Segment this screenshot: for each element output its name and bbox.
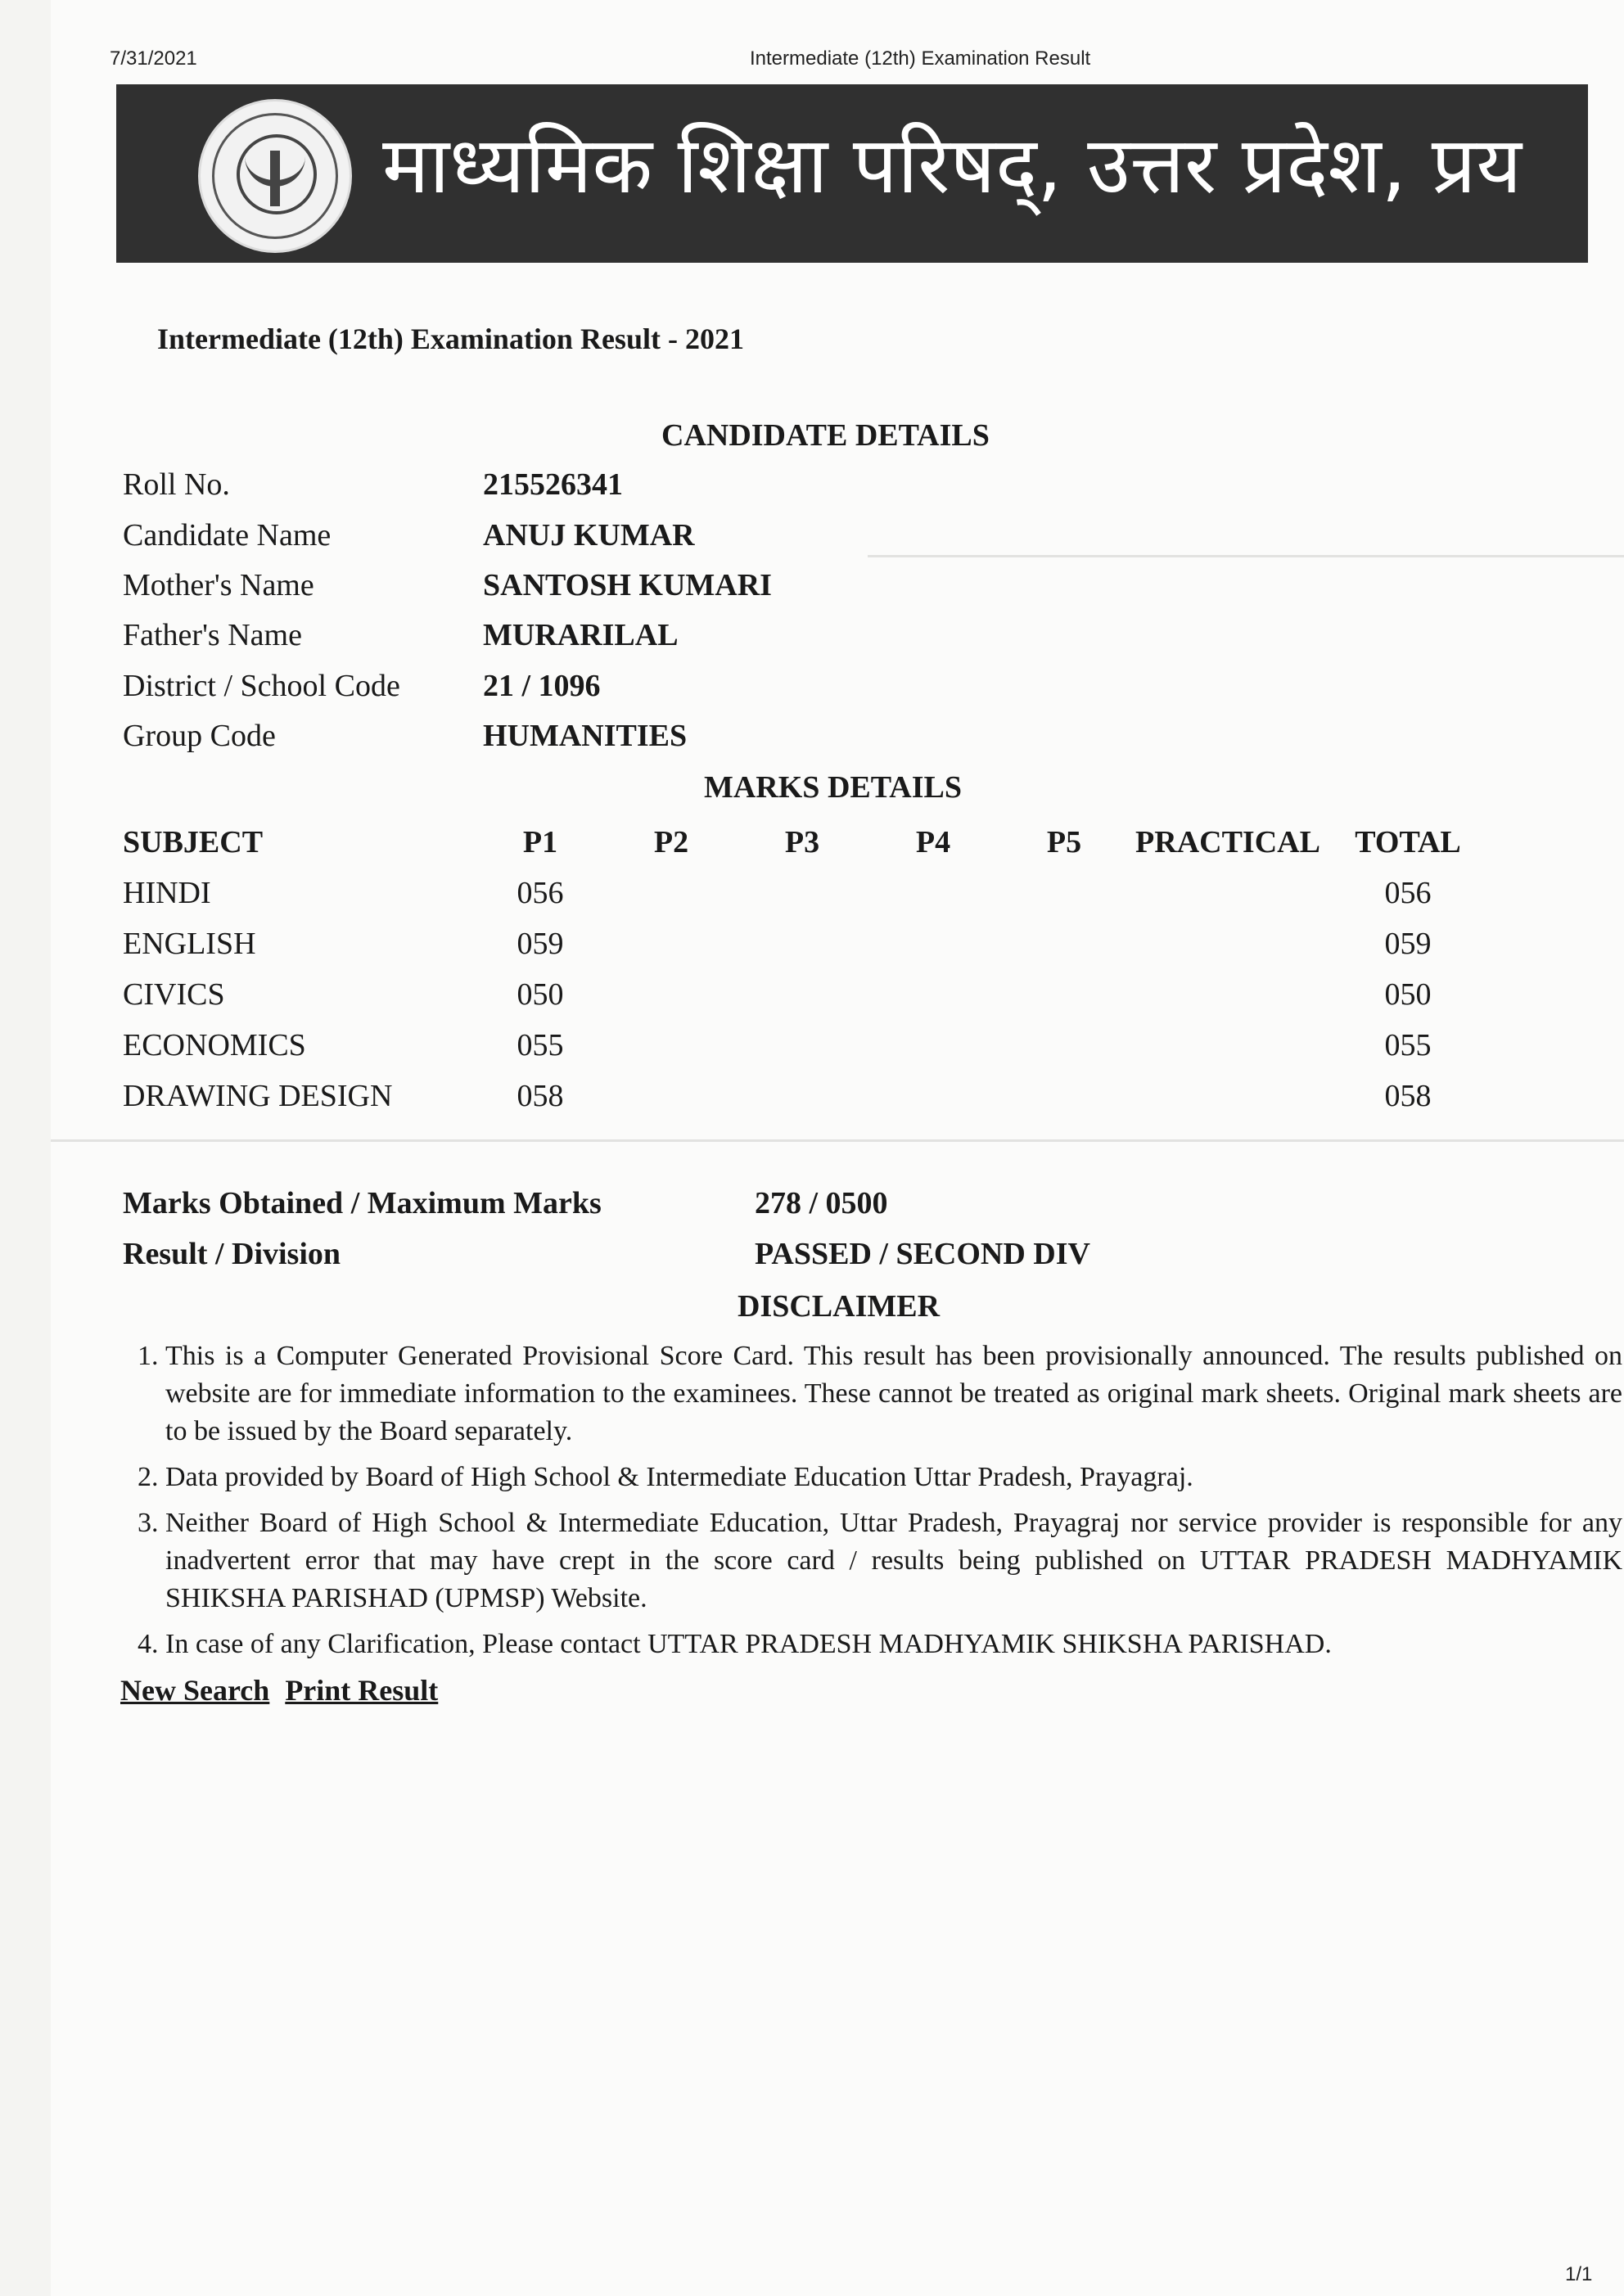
candidate-value: HUMANITIES (483, 719, 688, 753)
result-division-row (123, 1236, 1090, 1272)
p2-cell (606, 868, 737, 918)
candidate-details-heading: CANDIDATE DETAILS (661, 418, 990, 453)
p4-cell (868, 918, 999, 969)
candidate-label: Candidate Name (123, 518, 332, 553)
candidate-row-mother-name (123, 567, 772, 603)
table-row (123, 969, 1490, 1020)
total-cell: 055 (1384, 1028, 1432, 1062)
p3-cell (737, 918, 868, 969)
column-header-p2: P2 (653, 825, 689, 859)
subject-cell: CIVICS (123, 977, 225, 1012)
practical-cell (1130, 918, 1326, 969)
disclaimer-heading: DISCLAIMER (738, 1289, 941, 1324)
column-header-p1: P1 (522, 825, 558, 859)
exam-title: Intermediate (12th) Examination Result - 2021 (157, 323, 744, 355)
p5-cell (999, 969, 1130, 1020)
print-result-link[interactable]: Print Result (285, 1674, 439, 1707)
subject-cell: DRAWING DESIGN (123, 1079, 393, 1113)
paper-fold-line (868, 555, 1624, 557)
column-header-total: TOTAL (1355, 825, 1461, 859)
p3-cell (737, 868, 868, 918)
candidate-value: ANUJ KUMAR (483, 518, 695, 553)
candidate-row-group-code (123, 718, 687, 754)
candidate-value: 215526341 (483, 467, 623, 502)
practical-cell (1130, 868, 1326, 918)
total-cell: 058 (1384, 1079, 1432, 1113)
p3-cell (737, 969, 868, 1020)
candidate-label: District / School Code (123, 669, 400, 703)
disclaimer-list (123, 1337, 1622, 1671)
p1-cell: 056 (517, 876, 564, 910)
p4-cell (868, 868, 999, 918)
candidate-row-father-name (123, 617, 679, 653)
new-search-link[interactable]: New Search (120, 1674, 270, 1707)
total-cell: 050 (1384, 977, 1432, 1012)
p3-cell (737, 1020, 868, 1071)
table-row (123, 1071, 1490, 1121)
subject-cell: ENGLISH (123, 927, 256, 961)
candidate-row-school-code (123, 668, 601, 704)
candidate-value: 21 / 1096 (483, 669, 601, 703)
marks-table (123, 817, 1490, 1121)
paper-fold-line (51, 1139, 1624, 1142)
print-page-title: Intermediate (12th) Examination Result (750, 47, 1091, 70)
practical-cell (1130, 1071, 1326, 1121)
p1-cell: 055 (517, 1028, 564, 1062)
candidate-value: MURARILAL (483, 618, 679, 652)
practical-cell (1130, 1020, 1326, 1071)
board-banner (116, 84, 1588, 263)
p2-cell (606, 969, 737, 1020)
column-header-practical: PRACTICAL (1135, 825, 1320, 859)
marks-obtained-label: Marks Obtained / Maximum Marks (123, 1186, 602, 1220)
p5-cell (999, 918, 1130, 969)
p4-cell (868, 969, 999, 1020)
p5-cell (999, 868, 1130, 918)
p5-cell (999, 1020, 1130, 1071)
marks-obtained-value: 278 / 0500 (755, 1186, 888, 1220)
disclaimer-item: 2. Data provided by Board of High School & Intermediate Education Uttar Pradesh, Prayagraj. (165, 1459, 1622, 1496)
p1-cell: 059 (517, 927, 564, 961)
disclaimer-item: 4. In case of any Clarification, Please contact UTTAR PRADESH MADHYAMIK SHIKSHA PARISHAD. (165, 1626, 1622, 1663)
candidate-label: Mother's Name (123, 568, 314, 602)
result-division-value: PASSED / SECOND DIV (755, 1237, 1090, 1271)
p3-cell (737, 1071, 868, 1121)
page-count: 1/1 (1565, 2263, 1593, 2285)
column-header-subject: SUBJECT (123, 825, 264, 859)
result-division-label: Result / Division (123, 1237, 341, 1271)
result-links (120, 1673, 446, 1707)
table-row (123, 1020, 1490, 1071)
table-row (123, 918, 1490, 969)
disclaimer-item: 3. Neither Board of High School & Intermediate Education, Uttar Pradesh, Prayagraj nor service provider is responsible for any inadvertent error that may have crept in the score card / results being published on UTTAR PRADESH MADHYAMIK SHIKSHA PARISHAD (UPMSP) Website. (165, 1504, 1622, 1617)
p1-cell: 050 (517, 977, 564, 1012)
p2-cell (606, 1071, 737, 1121)
disclaimer-item: 1. This is a Computer Generated Provisional Score Card. This result has been provisionally announced. The results published on website are for immediate information to the examinees. These cannot be treated as original mark sheets. Original mark sheets are to be issued by the Board separately. (165, 1337, 1622, 1450)
p4-cell (868, 1020, 999, 1071)
table-row (123, 868, 1490, 918)
p4-cell (868, 1071, 999, 1121)
marks-details-heading: MARKS DETAILS (704, 770, 962, 805)
candidate-row-name (123, 517, 695, 553)
column-header-p4: P4 (915, 825, 951, 859)
column-header-p5: P5 (1046, 825, 1082, 859)
marks-obtained-row (123, 1185, 888, 1221)
board-name: माध्यमिक शिक्षा परिषद्, उत्तर प्रदेश, प्रय (382, 120, 1522, 211)
print-date: 7/31/2021 (110, 47, 197, 70)
candidate-value: SANTOSH KUMARI (483, 568, 772, 602)
column-header-p3: P3 (784, 825, 820, 859)
subject-cell: HINDI (123, 876, 211, 910)
p2-cell (606, 1020, 737, 1071)
candidate-label: Group Code (123, 719, 276, 753)
practical-cell (1130, 969, 1326, 1020)
total-cell: 056 (1384, 876, 1432, 910)
candidate-row-roll-no (123, 467, 623, 503)
p2-cell (606, 918, 737, 969)
p5-cell (999, 1071, 1130, 1121)
candidate-label: Roll No. (123, 467, 230, 502)
p1-cell: 058 (517, 1079, 564, 1113)
up-government-seal-icon (198, 99, 352, 253)
subject-cell: ECONOMICS (123, 1028, 306, 1062)
candidate-label: Father's Name (123, 618, 302, 652)
total-cell: 059 (1384, 927, 1432, 961)
marks-header-row (123, 817, 1490, 868)
